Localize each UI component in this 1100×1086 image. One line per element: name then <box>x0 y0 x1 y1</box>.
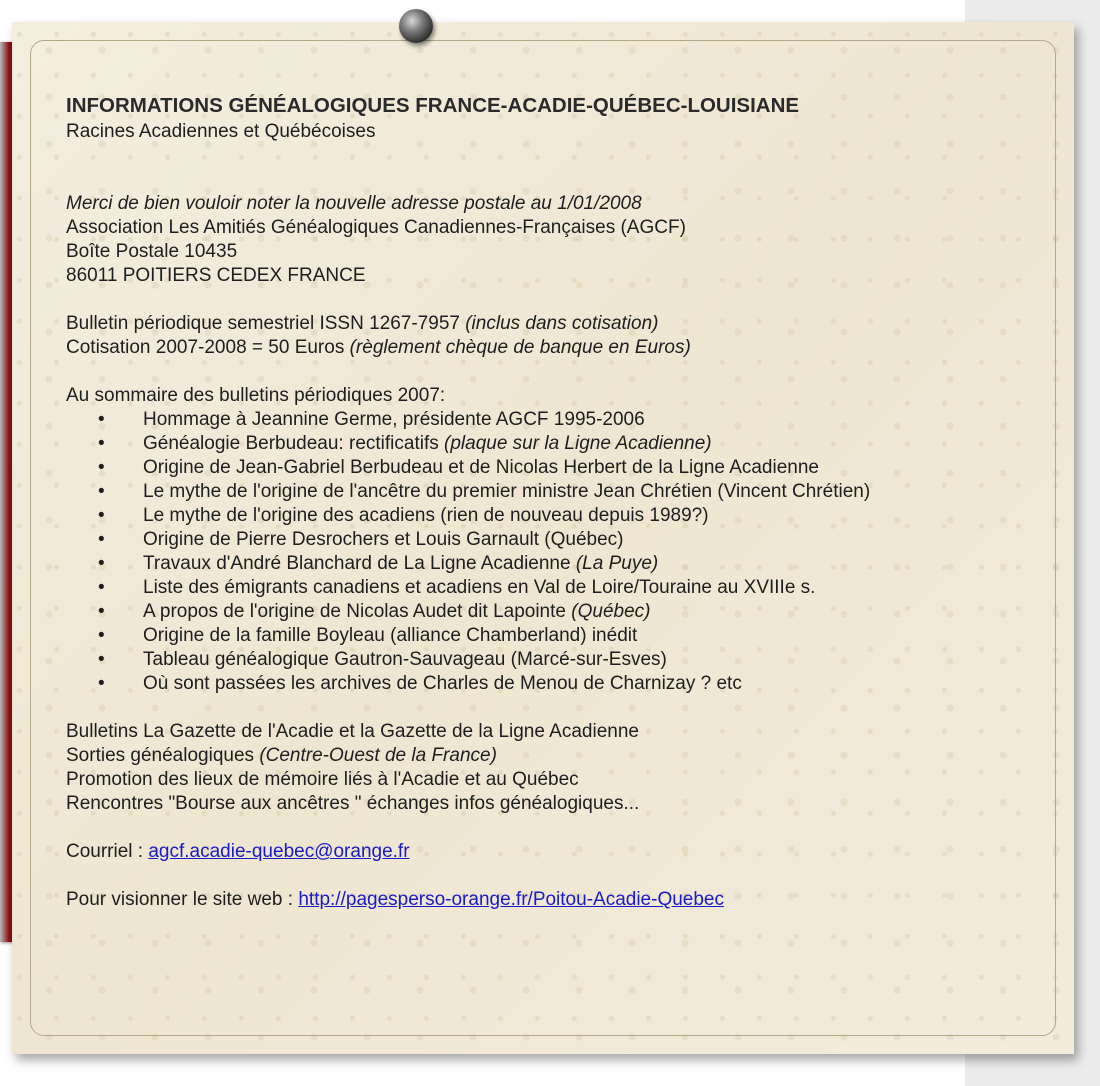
email-link[interactable]: agcf.acadie-quebec@orange.fr <box>148 841 410 862</box>
list-item <box>66 408 1006 432</box>
list-item <box>66 480 1006 504</box>
list-item <box>66 552 1006 576</box>
list-item-text: Liste des émigrants canadiens et acadiens en Val de Loire/Touraine au XVIIIe s. <box>143 577 816 598</box>
list-item-text: Le mythe de l'origine des acadiens (rien de nouveau depuis 1989?) <box>143 505 709 526</box>
summary-list <box>66 408 1006 696</box>
list-item <box>66 504 1006 528</box>
list-item-text: Hommage à Jeannine Germe, présidente AGCF 1995-2006 <box>143 409 645 430</box>
outings-text: Sorties généalogiques <box>66 745 260 766</box>
list-item-text: Origine de Jean-Gabriel Berbudeau et de Nicolas Herbert de la Ligne Acadienne <box>143 457 819 478</box>
dues-note: (règlement chèque de banque en Euros) <box>349 337 691 358</box>
website-line <box>66 888 1006 912</box>
pushpin-icon <box>399 9 433 43</box>
issn-note: (inclus dans cotisation) <box>465 313 659 334</box>
list-item <box>66 432 1006 456</box>
spacer <box>66 144 1006 168</box>
association-name: Association Les Amitiés Généalogiques Canadiennes-Françaises (AGCF) <box>66 217 686 238</box>
promotion-line: Promotion des lieux de mémoire liés à l'Acadie et au Québec <box>66 769 579 790</box>
address-notice: Merci de bien vouloir noter la nouvelle adresse postale au 1/01/2008 <box>66 193 642 214</box>
list-item <box>66 528 1006 552</box>
list-item <box>66 624 1006 648</box>
email-label: Courriel : <box>66 841 149 862</box>
list-item-text: A propos de l'origine de Nicolas Audet dit Lapointe <box>143 601 572 622</box>
list-item <box>66 456 1006 480</box>
dues-text: Cotisation 2007-2008 = 50 Euros <box>66 337 350 358</box>
list-item-text: Origine de Pierre Desrochers et Louis Garnault (Québec) <box>143 529 624 550</box>
spacer <box>66 696 1006 720</box>
list-item <box>66 672 1006 696</box>
issn-line <box>66 312 1006 336</box>
list-item-text: Le mythe de l'origine de l'ancêtre du premier ministre Jean Chrétien (Vincent Chrétien) <box>143 481 871 502</box>
list-item-text: Généalogie Berbudeau: rectificatifs <box>143 433 445 454</box>
summary-heading: Au sommaire des bulletins périodiques 2007: <box>66 385 446 406</box>
email-line <box>66 840 1006 864</box>
list-item-text: Travaux d'André Blanchard de La Ligne Acadienne <box>143 553 576 574</box>
list-item-note: (Québec) <box>571 601 651 622</box>
outings-line <box>66 744 1006 768</box>
meetings-line: Rencontres "Bourse aux ancêtres " échanges infos généalogiques... <box>66 793 640 814</box>
list-item <box>66 576 1006 600</box>
list-item-text: Où sont passées les archives de Charles de Menou de Charnizay ? etc <box>143 673 742 694</box>
spacer <box>66 816 1006 840</box>
list-item-text: Tableau généalogique Gautron-Sauvageau (Marcé-sur-Esves) <box>143 649 667 670</box>
spacer <box>66 864 1006 888</box>
website-link[interactable]: http://pagesperso-orange.fr/Poitou-Acadie-Quebec <box>298 889 724 910</box>
issn-text: Bulletin périodique semestriel ISSN 1267-7957 <box>66 313 466 334</box>
page-title: INFORMATIONS GÉNÉALOGIQUES FRANCE-ACADIE-QUÉBEC-LOUISIANE <box>66 94 800 117</box>
website-label: Pour visionner le site web : <box>66 889 299 910</box>
spacer <box>66 288 1006 312</box>
po-box: Boîte Postale 10435 <box>66 241 238 262</box>
list-item <box>66 600 1006 624</box>
list-item-text: Origine de la famille Boyleau (alliance Chamberland) inédit <box>143 625 638 646</box>
list-item <box>66 648 1006 672</box>
page-subtitle: Racines Acadiennes et Québécoises <box>66 121 376 142</box>
outings-note: (Centre-Ouest de la France) <box>259 745 497 766</box>
spacer <box>66 168 1006 192</box>
list-item-note: (plaque sur la Ligne Acadienne) <box>444 433 712 454</box>
dues-line <box>66 336 1006 360</box>
spacer <box>66 360 1006 384</box>
city-line: 86011 POITIERS CEDEX FRANCE <box>66 265 366 286</box>
note-content <box>66 92 1006 912</box>
list-item-note: (La Puye) <box>575 553 659 574</box>
gazettes-line: Bulletins La Gazette de l'Acadie et la Gazette de la Ligne Acadienne <box>66 721 639 742</box>
